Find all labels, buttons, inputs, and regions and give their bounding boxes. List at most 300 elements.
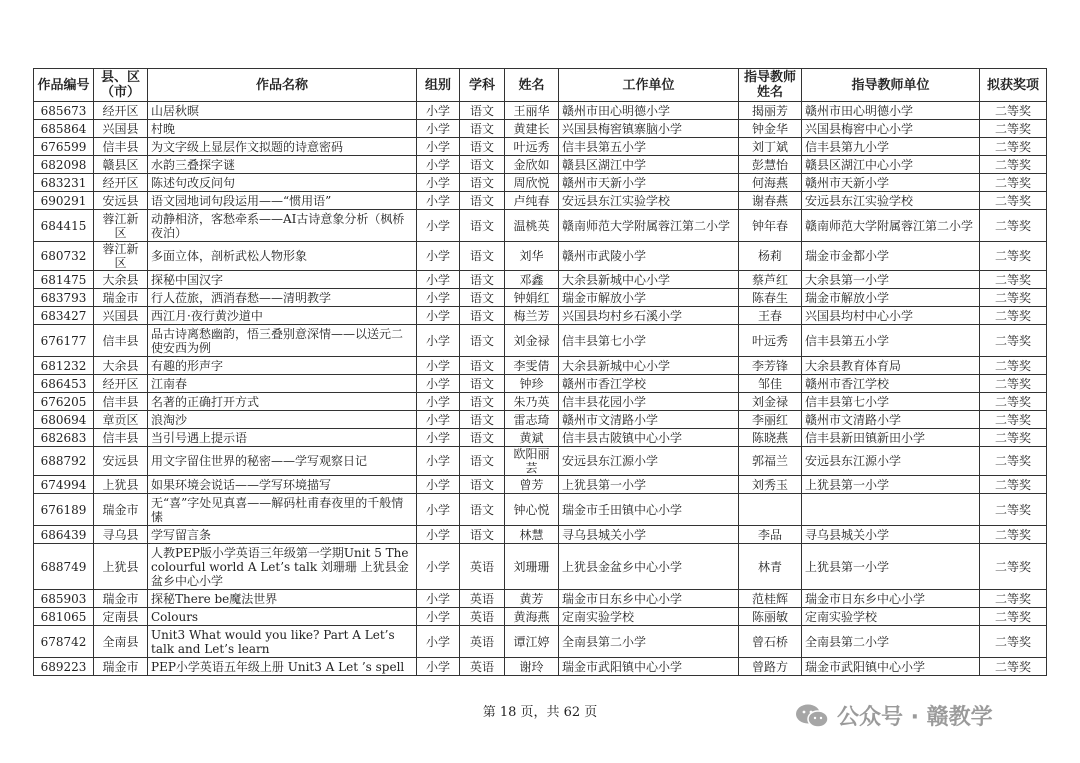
cell-subject: 语文 [460,393,505,411]
cell-name: 欧阳丽芸 [505,447,559,476]
cell-award: 二等奖 [980,544,1047,590]
cell-advisor: 揭丽芳 [739,102,802,120]
cell-id: 684415 [34,210,94,242]
cell-unit: 寻乌县城关小学 [559,526,739,544]
cell-id: 678742 [34,626,94,658]
table-row [34,429,1047,447]
table-row [34,325,1047,357]
cell-district: 大余县 [94,271,148,289]
cell-district: 全南县 [94,626,148,658]
cell-district: 经开区 [94,174,148,192]
cell-group: 小学 [417,138,460,156]
watermark-text: 公众号 · 赣教学 [837,705,993,730]
cell-subject: 英语 [460,590,505,608]
cell-district: 上犹县 [94,476,148,494]
cell-title: 探秘中国汉字 [148,271,417,289]
cell-district: 瑞金市 [94,289,148,307]
cell-advisor-unit: 赣南师范大学附属蓉江第二小学 [802,210,980,242]
cell-advisor: 郭福兰 [739,447,802,476]
cell-advisor-unit: 赣州市文清路小学 [802,411,980,429]
cell-unit: 兴国县梅窖镇寨脑小学 [559,120,739,138]
cell-id: 682098 [34,156,94,174]
cell-group: 小学 [417,120,460,138]
table-row [34,174,1047,192]
table-row [34,658,1047,676]
cell-district: 瑞金市 [94,658,148,676]
cell-subject: 语文 [460,447,505,476]
table-row [34,608,1047,626]
cell-district: 赣县区 [94,156,148,174]
cell-subject: 英语 [460,608,505,626]
cell-name: 王丽华 [505,102,559,120]
cell-award: 二等奖 [980,526,1047,544]
cell-id: 681475 [34,271,94,289]
cell-title: 无“喜”字处见真喜——解码杜甫春夜里的千般情愫 [148,494,417,526]
cell-district: 兴国县 [94,307,148,325]
cell-advisor: 曾路方 [739,658,802,676]
cell-title: 陈述句改反问句 [148,174,417,192]
cell-group: 小学 [417,242,460,271]
cell-group: 小学 [417,544,460,590]
cell-group: 小学 [417,102,460,120]
cell-id: 688792 [34,447,94,476]
awards-table [33,68,1047,676]
cell-unit: 赣州市武陵小学 [559,242,739,271]
cell-district: 大余县 [94,357,148,375]
cell-unit: 安远县东江实验学校 [559,192,739,210]
cell-advisor: 何海燕 [739,174,802,192]
cell-district: 定南县 [94,608,148,626]
cell-advisor-unit: 信丰县第七小学 [802,393,980,411]
cell-id: 683231 [34,174,94,192]
cell-id: 681232 [34,357,94,375]
cell-unit: 赣州市天新小学 [559,174,739,192]
cell-title: 为文字级上显层作文拟题的诗意密码 [148,138,417,156]
cell-unit: 赣州市文清路小学 [559,411,739,429]
table-row [34,357,1047,375]
cell-id: 674994 [34,476,94,494]
cell-name: 钟珍 [505,375,559,393]
cell-group: 小学 [417,494,460,526]
cell-name: 曾芳 [505,476,559,494]
cell-subject: 语文 [460,307,505,325]
cell-group: 小学 [417,357,460,375]
cell-district: 瑞金市 [94,590,148,608]
cell-id: 676205 [34,393,94,411]
table-row [34,120,1047,138]
cell-award: 二等奖 [980,210,1047,242]
cell-subject: 英语 [460,544,505,590]
table-row [34,138,1047,156]
cell-subject: 语文 [460,271,505,289]
cell-title: 当引号遇上提示语 [148,429,417,447]
table-row [34,307,1047,325]
cell-unit: 赣州市香江学校 [559,375,739,393]
cell-district: 信丰县 [94,325,148,357]
cell-name: 梅兰芳 [505,307,559,325]
cell-unit: 瑞金市解放小学 [559,289,739,307]
cell-advisor-unit [802,494,980,526]
cell-advisor-unit: 定南实验学校 [802,608,980,626]
cell-advisor: 王春 [739,307,802,325]
cell-award: 二等奖 [980,429,1047,447]
cell-district: 安远县 [94,192,148,210]
cell-subject: 语文 [460,242,505,271]
header-cell: 县、区（市） [94,69,148,102]
cell-title: 探秘There be魔法世界 [148,590,417,608]
cell-subject: 语文 [460,192,505,210]
cell-advisor-unit: 大余县教育体育局 [802,357,980,375]
cell-district: 章贡区 [94,411,148,429]
header-cell: 组别 [417,69,460,102]
cell-title: 品古诗离愁幽韵，悟三叠别意深情——以送元二使安西为例 [148,325,417,357]
table-row [34,626,1047,658]
cell-award: 二等奖 [980,447,1047,476]
cell-group: 小学 [417,429,460,447]
cell-advisor-unit: 全南县第二小学 [802,626,980,658]
cell-award: 二等奖 [980,156,1047,174]
cell-group: 小学 [417,476,460,494]
cell-id: 690291 [34,192,94,210]
cell-advisor: 杨莉 [739,242,802,271]
cell-advisor-unit: 上犹县第一小学 [802,544,980,590]
cell-id: 686453 [34,375,94,393]
cell-award: 二等奖 [980,590,1047,608]
table-row [34,526,1047,544]
cell-award: 二等奖 [980,325,1047,357]
cell-title: 浪淘沙 [148,411,417,429]
cell-name: 卢纯春 [505,192,559,210]
cell-unit: 定南实验学校 [559,608,739,626]
cell-advisor: 蔡芦红 [739,271,802,289]
cell-district: 兴国县 [94,120,148,138]
cell-subject: 语文 [460,102,505,120]
cell-subject: 语文 [460,210,505,242]
cell-group: 小学 [417,174,460,192]
cell-group: 小学 [417,626,460,658]
cell-award: 二等奖 [980,393,1047,411]
cell-title: 如果环境会说话——学写环境描写 [148,476,417,494]
cell-advisor-unit: 上犹县第一小学 [802,476,980,494]
table-row [34,590,1047,608]
cell-id: 680732 [34,242,94,271]
cell-unit: 上犹县金盆乡中心小学 [559,544,739,590]
cell-subject: 语文 [460,120,505,138]
cell-advisor: 谢春燕 [739,192,802,210]
cell-subject: 语文 [460,156,505,174]
cell-advisor-unit: 赣县区湖江中心小学 [802,156,980,174]
awards-table-container [33,68,1046,676]
cell-advisor: 李芳锋 [739,357,802,375]
cell-name: 温桃英 [505,210,559,242]
cell-advisor-unit: 瑞金市武阳镇中心小学 [802,658,980,676]
cell-district: 蓉江新区 [94,242,148,271]
cell-advisor: 陈春生 [739,289,802,307]
cell-advisor-unit: 瑞金市日东乡中心小学 [802,590,980,608]
cell-unit: 赣南师范大学附属蓉江第二小学 [559,210,739,242]
cell-title: 山居秋暝 [148,102,417,120]
cell-award: 二等奖 [980,120,1047,138]
cell-name: 钟心悦 [505,494,559,526]
cell-subject: 语文 [460,494,505,526]
cell-name: 钟娟红 [505,289,559,307]
cell-name: 黄芳 [505,590,559,608]
cell-subject: 语文 [460,357,505,375]
cell-unit: 信丰县古陂镇中心小学 [559,429,739,447]
cell-name: 黄海燕 [505,608,559,626]
cell-advisor: 陈丽敏 [739,608,802,626]
cell-group: 小学 [417,658,460,676]
cell-advisor: 刘秀玉 [739,476,802,494]
cell-title: Colours [148,608,417,626]
cell-district: 蓉江新区 [94,210,148,242]
cell-unit: 全南县第二小学 [559,626,739,658]
cell-advisor-unit: 信丰县第九小学 [802,138,980,156]
cell-name: 刘华 [505,242,559,271]
cell-title: 动静相济，客愁牵系——AI古诗意象分析（枫桥夜泊） [148,210,417,242]
cell-group: 小学 [417,393,460,411]
cell-name: 朱乃英 [505,393,559,411]
cell-title: Unit3 What would you like? Part A Let’s talk and Let’s learn [148,626,417,658]
cell-award: 二等奖 [980,271,1047,289]
cell-advisor-unit: 赣州市香江学校 [802,375,980,393]
cell-unit: 大余县新城中心小学 [559,271,739,289]
cell-title: 西江月·夜行黄沙道中 [148,307,417,325]
header-cell: 拟获奖项 [980,69,1047,102]
cell-advisor: 邹佳 [739,375,802,393]
cell-award: 二等奖 [980,476,1047,494]
cell-subject: 语文 [460,138,505,156]
cell-subject: 语文 [460,325,505,357]
cell-advisor-unit: 瑞金市解放小学 [802,289,980,307]
cell-id: 686439 [34,526,94,544]
cell-district: 信丰县 [94,138,148,156]
cell-title: 江南春 [148,375,417,393]
cell-title: 多面立体，剖析武松人物形象 [148,242,417,271]
table-row [34,156,1047,174]
cell-name: 刘珊珊 [505,544,559,590]
cell-advisor: 李丽红 [739,411,802,429]
cell-group: 小学 [417,447,460,476]
cell-subject: 语文 [460,526,505,544]
cell-unit: 瑞金市武阳镇中心小学 [559,658,739,676]
cell-advisor: 李品 [739,526,802,544]
cell-award: 二等奖 [980,192,1047,210]
header-cell: 指导教师姓名 [739,69,802,102]
wechat-icon [795,703,829,729]
cell-advisor-unit: 寻乌县城关小学 [802,526,980,544]
table-row [34,289,1047,307]
table-row [34,476,1047,494]
cell-id: 685903 [34,590,94,608]
cell-advisor-unit: 赣州市天新小学 [802,174,980,192]
cell-district: 上犹县 [94,544,148,590]
header-cell: 姓名 [505,69,559,102]
table-row [34,375,1047,393]
cell-id: 685864 [34,120,94,138]
cell-advisor: 刘金禄 [739,393,802,411]
cell-group: 小学 [417,411,460,429]
cell-advisor: 范桂辉 [739,590,802,608]
cell-title: 水韵三叠探字谜 [148,156,417,174]
cell-award: 二等奖 [980,658,1047,676]
cell-id: 689223 [34,658,94,676]
cell-district: 安远县 [94,447,148,476]
cell-advisor: 林青 [739,544,802,590]
table-row [34,411,1047,429]
cell-group: 小学 [417,590,460,608]
cell-advisor-unit: 安远县东江实验学校 [802,192,980,210]
cell-advisor [739,494,802,526]
cell-group: 小学 [417,192,460,210]
table-row [34,447,1047,476]
cell-award: 二等奖 [980,138,1047,156]
cell-unit: 信丰县第五小学 [559,138,739,156]
cell-district: 经开区 [94,102,148,120]
cell-title: 用文字留住世界的秘密——学写观察日记 [148,447,417,476]
cell-name: 周欣悦 [505,174,559,192]
cell-advisor-unit: 大余县第一小学 [802,271,980,289]
cell-name: 黄建长 [505,120,559,138]
cell-unit: 瑞金市壬田镇中心小学 [559,494,739,526]
cell-subject: 语文 [460,429,505,447]
cell-district: 信丰县 [94,393,148,411]
cell-unit: 安远县东江源小学 [559,447,739,476]
cell-id: 676189 [34,494,94,526]
header-cell: 作品编号 [34,69,94,102]
cell-award: 二等奖 [980,357,1047,375]
cell-advisor: 刘丁斌 [739,138,802,156]
cell-group: 小学 [417,307,460,325]
cell-group: 小学 [417,271,460,289]
cell-name: 林慧 [505,526,559,544]
cell-award: 二等奖 [980,494,1047,526]
cell-unit: 赣县区湖江中学 [559,156,739,174]
cell-award: 二等奖 [980,174,1047,192]
cell-name: 叶远秀 [505,138,559,156]
table-row [34,494,1047,526]
cell-advisor-unit: 赣州市田心明德小学 [802,102,980,120]
cell-id: 683427 [34,307,94,325]
cell-unit: 瑞金市日东乡中心小学 [559,590,739,608]
cell-district: 寻乌县 [94,526,148,544]
table-row [34,271,1047,289]
cell-award: 二等奖 [980,307,1047,325]
cell-title: 村晚 [148,120,417,138]
table-row [34,544,1047,590]
cell-group: 小学 [417,526,460,544]
cell-district: 信丰县 [94,429,148,447]
cell-advisor-unit: 信丰县第五小学 [802,325,980,357]
cell-award: 二等奖 [980,626,1047,658]
cell-name: 金欣如 [505,156,559,174]
cell-advisor-unit: 兴国县梅窖中心小学 [802,120,980,138]
cell-group: 小学 [417,375,460,393]
table-row [34,102,1047,120]
cell-title: 名著的正确打开方式 [148,393,417,411]
watermark [795,700,993,731]
cell-district: 瑞金市 [94,494,148,526]
cell-name: 谢玲 [505,658,559,676]
cell-award: 二等奖 [980,102,1047,120]
cell-advisor-unit: 瑞金市金都小学 [802,242,980,271]
cell-name: 刘金禄 [505,325,559,357]
cell-name: 黄斌 [505,429,559,447]
cell-subject: 英语 [460,658,505,676]
header-cell: 指导教师单位 [802,69,980,102]
cell-subject: 语文 [460,476,505,494]
table-row [34,242,1047,271]
cell-district: 经开区 [94,375,148,393]
cell-title: 学写留言条 [148,526,417,544]
cell-unit: 大余县新城中心小学 [559,357,739,375]
cell-id: 688749 [34,544,94,590]
cell-title: 人教PEP版小学英语三年级第一学期Unit 5 The colourful world A Let’s talk 刘珊珊 上犹县金盆乡中心小学 [148,544,417,590]
cell-advisor-unit: 兴国县均村中心小学 [802,307,980,325]
cell-title: PEP小学英语五年级上册 Unit3 A Let ’s spell [148,658,417,676]
cell-advisor: 彭慧怡 [739,156,802,174]
cell-award: 二等奖 [980,411,1047,429]
cell-group: 小学 [417,156,460,174]
cell-unit: 信丰县花园小学 [559,393,739,411]
cell-award: 二等奖 [980,608,1047,626]
cell-group: 小学 [417,289,460,307]
cell-group: 小学 [417,325,460,357]
table-header-row [34,69,1047,102]
cell-subject: 语文 [460,174,505,192]
cell-advisor: 钟金华 [739,120,802,138]
cell-name: 雷志琦 [505,411,559,429]
cell-award: 二等奖 [980,289,1047,307]
cell-subject: 语文 [460,375,505,393]
cell-id: 681065 [34,608,94,626]
cell-group: 小学 [417,608,460,626]
cell-title: 有趣的形声字 [148,357,417,375]
cell-title: 行人莅旅，洒消春愁——清明教学 [148,289,417,307]
cell-advisor: 叶远秀 [739,325,802,357]
cell-subject: 英语 [460,626,505,658]
table-row [34,393,1047,411]
table-row [34,210,1047,242]
cell-id: 676177 [34,325,94,357]
table-row [34,192,1047,210]
cell-advisor: 陈晓燕 [739,429,802,447]
cell-unit: 兴国县均村乡石溪小学 [559,307,739,325]
cell-advisor-unit: 安远县东江源小学 [802,447,980,476]
header-cell: 工作单位 [559,69,739,102]
cell-group: 小学 [417,210,460,242]
cell-award: 二等奖 [980,242,1047,271]
cell-name: 谭江婷 [505,626,559,658]
header-cell: 作品名称 [148,69,417,102]
cell-advisor-unit: 信丰县新田镇新田小学 [802,429,980,447]
cell-name: 邓鑫 [505,271,559,289]
cell-id: 680694 [34,411,94,429]
cell-id: 682683 [34,429,94,447]
cell-advisor: 钟年春 [739,210,802,242]
cell-subject: 语文 [460,289,505,307]
cell-id: 685673 [34,102,94,120]
cell-id: 676599 [34,138,94,156]
cell-advisor: 曾石桥 [739,626,802,658]
cell-title: 语文园地词句段运用——“惯用语” [148,192,417,210]
cell-award: 二等奖 [980,375,1047,393]
cell-unit: 信丰县第七小学 [559,325,739,357]
cell-unit: 上犹县第一小学 [559,476,739,494]
cell-id: 683793 [34,289,94,307]
cell-name: 李雯倩 [505,357,559,375]
cell-unit: 赣州市田心明德小学 [559,102,739,120]
